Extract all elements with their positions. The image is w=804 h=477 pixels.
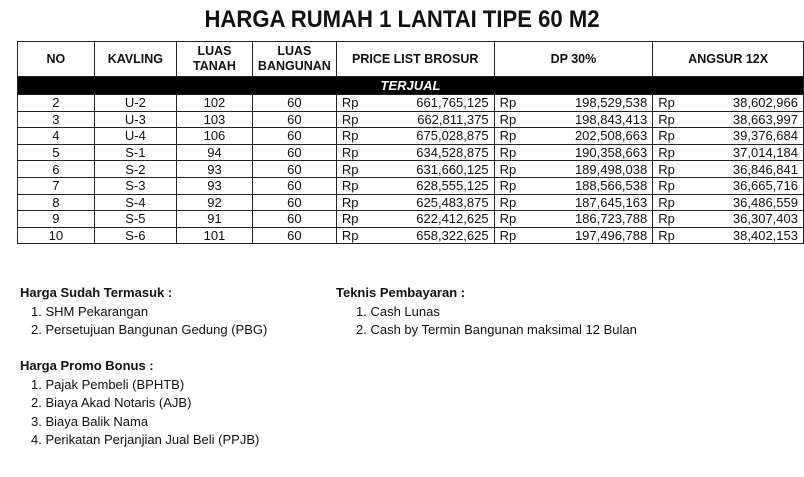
notes-payment-heading: Teknis Pembayaran : [336,285,466,300]
cell-dp: 190,358,663 [534,144,653,161]
cell-angsur-currency: Rp [653,161,693,178]
cell-luas-bangunan: 60 [252,194,336,211]
cell-price: 628,555,125 [376,177,494,194]
header-luas-bangunan-line2: BANGUNAN [257,59,331,73]
cell-price: 631,660,125 [376,161,494,178]
status-band-terjual: TERJUAL [18,77,804,95]
cell-angsur-currency: Rp [653,177,693,194]
cell-luas-bangunan: 60 [252,144,336,161]
cell-luas-tanah: 92 [176,194,252,211]
header-kavling: KAVLING [94,42,176,77]
cell-kavling: S-2 [94,161,176,178]
table-row [18,177,804,194]
cell-price-currency: Rp [336,144,376,161]
cell-luas-tanah: 103 [176,111,252,128]
cell-price: 675,028,875 [376,128,494,145]
status-band-row [18,77,804,95]
cell-luas-tanah: 106 [176,128,252,145]
cell-price-currency: Rp [336,128,376,145]
cell-angsur: 37,014,184 [693,144,804,161]
cell-price: 661,765,125 [376,95,494,112]
table-row [18,95,804,112]
cell-price-currency: Rp [336,227,376,244]
cell-angsur-currency: Rp [653,227,693,244]
cell-kavling: U-4 [94,128,176,145]
header-no: NO [18,42,95,77]
list-item: 2. Biaya Akad Notaris (AJB) [31,395,192,410]
cell-kavling: S-6 [94,227,176,244]
cell-dp-currency: Rp [494,95,534,112]
cell-price-currency: Rp [336,111,376,128]
table-row [18,211,804,228]
cell-angsur: 38,663,997 [693,111,804,128]
cell-kavling: U-2 [94,95,176,112]
list-item: 2. Persetujuan Bangunan Gedung (PBG) [31,322,268,337]
header-luas-bangunan-line1: LUAS [277,44,312,58]
cell-luas-bangunan: 60 [252,211,336,228]
cell-luas-bangunan: 60 [252,227,336,244]
cell-dp: 187,645,163 [534,194,653,211]
price-table [17,41,804,244]
cell-angsur: 36,846,841 [693,161,804,178]
cell-dp-currency: Rp [494,211,534,228]
cell-kavling: U-3 [94,111,176,128]
cell-kavling: S-5 [94,211,176,228]
list-item: 1. Pajak Pembeli (BPHTB) [31,376,185,392]
cell-luas-tanah: 101 [176,227,252,244]
cell-price-currency: Rp [336,194,376,211]
cell-angsur-currency: Rp [653,95,693,112]
cell-dp-currency: Rp [494,111,534,128]
cell-luas-bangunan: 60 [252,111,336,128]
cell-dp: 198,529,538 [534,95,653,112]
page-title: HARGA RUMAH 1 LANTAI TIPE 60 M2 [204,6,600,33]
cell-no: 5 [18,144,95,161]
header-dp: DP 30% [494,42,653,77]
table-row [18,194,804,211]
table-row [18,161,804,178]
cell-price: 634,528,875 [376,144,494,161]
cell-price: 625,483,875 [376,194,494,211]
cell-no: 6 [18,161,95,178]
table-row [18,144,804,161]
cell-angsur: 38,402,153 [693,227,804,244]
cell-angsur-currency: Rp [653,194,693,211]
cell-angsur: 36,486,559 [693,194,804,211]
cell-dp: 202,508,663 [534,128,653,145]
cell-kavling: S-1 [94,144,176,161]
table-header-row [18,42,804,77]
cell-angsur-currency: Rp [653,111,693,128]
header-luas-tanah-line2: TANAH [193,59,236,73]
cell-luas-bangunan: 60 [252,95,336,112]
cell-no: 9 [18,211,95,228]
cell-luas-tanah: 91 [176,211,252,228]
cell-angsur-currency: Rp [653,211,693,228]
cell-kavling: S-4 [94,194,176,211]
cell-no: 10 [18,227,95,244]
table-row [18,128,804,145]
cell-kavling: S-3 [94,177,176,194]
cell-dp: 189,498,038 [534,161,653,178]
cell-angsur: 36,307,403 [693,211,804,228]
header-angsur: ANGSUR 12X [653,42,804,77]
header-luas-bangunan [252,42,336,77]
list-item: 3. Biaya Balik Nama [31,413,149,429]
list-item: 2. Cash by Termin Bangunan maksimal 12 Bulan [356,322,637,337]
cell-no: 2 [18,95,95,112]
list-item: 4. Perikatan Perjanjian Jual Beli (PPJB) [31,432,260,447]
cell-price-currency: Rp [336,211,376,228]
cell-angsur: 36,665,716 [693,177,804,194]
notes-included [20,284,267,340]
notes-included-heading: Harga Sudah Termasuk : [20,285,173,300]
notes-payment [336,284,637,340]
table-row [18,227,804,244]
cell-luas-tanah: 93 [176,177,252,194]
list-item: 1. Cash Lunas [356,303,440,319]
cell-dp-currency: Rp [494,161,534,178]
cell-price-currency: Rp [336,177,376,194]
cell-no: 7 [18,177,95,194]
cell-dp-currency: Rp [494,144,534,161]
cell-price: 658,322,625 [376,227,494,244]
cell-price: 622,412,625 [376,211,494,228]
cell-luas-tanah: 93 [176,161,252,178]
cell-angsur: 38,602,966 [693,95,804,112]
table-row [18,111,804,128]
cell-luas-bangunan: 60 [252,161,336,178]
cell-price-currency: Rp [336,161,376,178]
cell-no: 8 [18,194,95,211]
cell-luas-tanah: 94 [176,144,252,161]
list-item: 1. SHM Pekarangan [31,303,149,319]
cell-dp: 188,566,538 [534,177,653,194]
cell-angsur-currency: Rp [653,128,693,145]
cell-price: 662,811,375 [376,111,494,128]
cell-luas-bangunan: 60 [252,128,336,145]
header-price-list: PRICE LIST BROSUR [336,42,494,77]
notes-promo-heading: Harga Promo Bonus : [20,358,154,373]
cell-dp-currency: Rp [494,128,534,145]
cell-dp: 186,723,788 [534,211,653,228]
cell-luas-bangunan: 60 [252,177,336,194]
cell-dp-currency: Rp [494,177,534,194]
cell-dp: 197,496,788 [534,227,653,244]
cell-dp-currency: Rp [494,194,534,211]
notes-promo [20,357,259,450]
header-luas-tanah-line1: LUAS [197,44,232,58]
cell-price-currency: Rp [336,95,376,112]
cell-luas-tanah: 102 [176,95,252,112]
cell-no: 4 [18,128,95,145]
cell-angsur: 39,376,684 [693,128,804,145]
cell-no: 3 [18,111,95,128]
header-luas-tanah [176,42,252,77]
cell-angsur-currency: Rp [653,144,693,161]
cell-dp: 198,843,413 [534,111,653,128]
cell-dp-currency: Rp [494,227,534,244]
